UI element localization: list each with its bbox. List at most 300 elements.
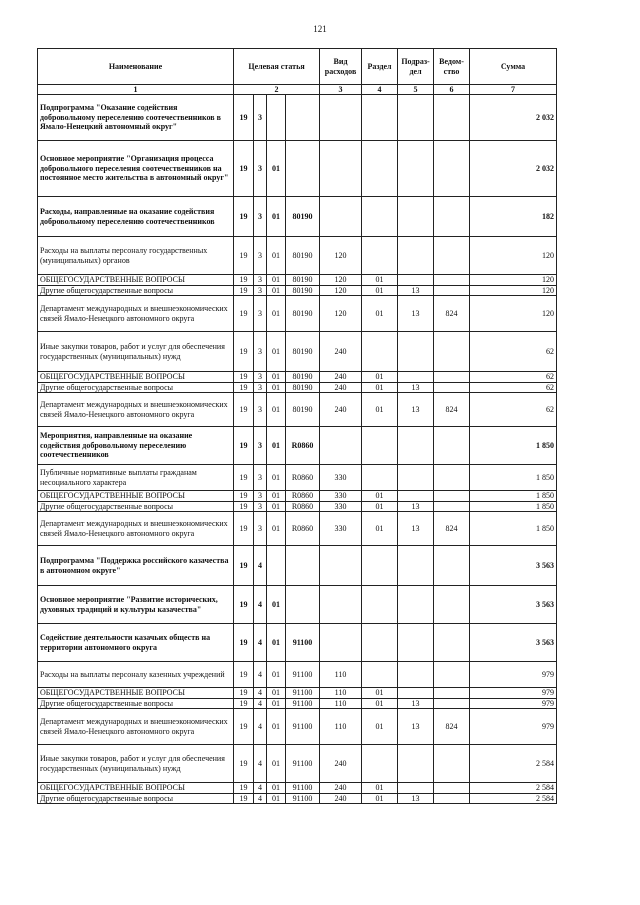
section-cell: 01 [362, 793, 398, 804]
target-code-cell: 01 [267, 709, 286, 745]
row-name-cell: ОБЩЕГОСУДАРСТВЕННЫЕ ВОПРОСЫ [38, 783, 234, 794]
sum-cell: 2 032 [470, 95, 557, 141]
target-code-cell: 3 [254, 393, 267, 427]
section-cell: 01 [362, 491, 398, 502]
sum-cell: 1 850 [470, 512, 557, 546]
expense-type-cell: 330 [320, 465, 362, 491]
expense-type-cell: 240 [320, 382, 362, 393]
target-code-cell: 19 [234, 698, 254, 709]
section-cell [362, 546, 398, 586]
subsection-cell [398, 332, 434, 372]
sum-cell: 979 [470, 662, 557, 688]
target-code-cell: 01 [267, 624, 286, 662]
target-code-cell: 19 [234, 586, 254, 624]
row-name-cell: Расходы на выплаты персоналу казенных учреждений [38, 662, 234, 688]
target-code-cell: 01 [267, 465, 286, 491]
sum-cell: 62 [470, 372, 557, 383]
target-code-cell: 4 [254, 624, 267, 662]
table-row [38, 332, 557, 372]
target-code-cell: 01 [267, 793, 286, 804]
section-cell [362, 662, 398, 688]
target-code-cell: 19 [234, 709, 254, 745]
target-code-cell: R0860 [286, 512, 320, 546]
row-name-cell: Другие общегосударственные вопросы [38, 382, 234, 393]
sum-cell: 979 [470, 698, 557, 709]
subsection-cell: 13 [398, 793, 434, 804]
target-code-cell: 80190 [286, 237, 320, 275]
subsection-cell [398, 237, 434, 275]
table-row [38, 586, 557, 624]
subsection-cell: 13 [398, 709, 434, 745]
row-name-cell: Департамент международных и внешнеэкономических связей Ямало-Ненецкого автономного округа [38, 393, 234, 427]
subsection-cell: 13 [398, 382, 434, 393]
section-cell: 01 [362, 296, 398, 332]
table-row [38, 465, 557, 491]
row-name-cell: Другие общегосударственные вопросы [38, 501, 234, 512]
department-cell: 824 [434, 512, 470, 546]
section-cell [362, 586, 398, 624]
table-row [38, 662, 557, 688]
index-cell: 4 [362, 85, 398, 95]
row-name-cell: Департамент международных и внешнеэкономических связей Ямало-Ненецкого автономного округа [38, 709, 234, 745]
target-code-cell: 01 [267, 501, 286, 512]
target-code-cell: 01 [267, 332, 286, 372]
subsection-cell: 13 [398, 512, 434, 546]
target-code-cell: 80190 [286, 275, 320, 286]
target-code-cell: 91100 [286, 662, 320, 688]
row-name-cell: Другие общегосударственные вопросы [38, 698, 234, 709]
row-name-cell: ОБЩЕГОСУДАРСТВЕННЫЕ ВОПРОСЫ [38, 491, 234, 502]
target-code-cell: 4 [254, 745, 267, 783]
target-code-cell: 01 [267, 586, 286, 624]
subsection-cell [398, 372, 434, 383]
target-code-cell: 4 [254, 783, 267, 794]
target-code-cell: 19 [234, 624, 254, 662]
target-code-cell: 01 [267, 141, 286, 197]
sum-cell: 62 [470, 382, 557, 393]
sum-cell: 2 584 [470, 793, 557, 804]
target-code-cell: 4 [254, 793, 267, 804]
target-code-cell: 01 [267, 491, 286, 502]
sum-cell: 3 563 [470, 546, 557, 586]
sum-cell: 120 [470, 237, 557, 275]
section-cell [362, 465, 398, 491]
row-name-cell: Публичные нормативные выплаты гражданам несоциального характера [38, 465, 234, 491]
subsection-cell [398, 688, 434, 699]
row-name-cell: Подпрограмма "Поддержка российского казачества в автономном округе" [38, 546, 234, 586]
target-code-cell: 19 [234, 332, 254, 372]
target-code-cell: 01 [267, 285, 286, 296]
section-cell: 01 [362, 372, 398, 383]
expense-type-cell: 120 [320, 237, 362, 275]
section-cell [362, 624, 398, 662]
department-cell [434, 793, 470, 804]
expense-type-cell: 240 [320, 332, 362, 372]
expense-type-cell: 120 [320, 296, 362, 332]
target-code-cell: 19 [234, 296, 254, 332]
department-cell [434, 465, 470, 491]
expense-type-cell [320, 624, 362, 662]
section-cell [362, 95, 398, 141]
table-row [38, 512, 557, 546]
target-code-cell: 01 [267, 382, 286, 393]
row-name-cell: Департамент международных и внешнеэкономических связей Ямало-Ненецкого автономного округа [38, 296, 234, 332]
department-cell [434, 662, 470, 688]
row-name-cell: Иные закупки товаров, работ и услуг для обеспечения государственных (муниципальных) нужд [38, 745, 234, 783]
section-cell: 01 [362, 501, 398, 512]
index-row [38, 85, 557, 95]
index-cell: 3 [320, 85, 362, 95]
target-code-cell: 19 [234, 546, 254, 586]
row-name-cell: Иные закупки товаров, работ и услуг для обеспечения государственных (муниципальных) нужд [38, 332, 234, 372]
header-target: Целевая статья [234, 49, 320, 85]
table-row [38, 783, 557, 794]
subsection-cell [398, 624, 434, 662]
index-cell: 5 [398, 85, 434, 95]
target-code-cell: 01 [267, 275, 286, 286]
header-subsection: Подраз-дел [398, 49, 434, 85]
expense-type-cell [320, 141, 362, 197]
header-section: Раздел [362, 49, 398, 85]
section-cell: 01 [362, 698, 398, 709]
target-code-cell: 19 [234, 141, 254, 197]
department-cell [434, 698, 470, 709]
sum-cell: 979 [470, 709, 557, 745]
department-cell [434, 427, 470, 465]
target-code-cell: 3 [254, 427, 267, 465]
target-code-cell: 01 [267, 745, 286, 783]
section-cell: 01 [362, 512, 398, 546]
target-code-cell: 19 [234, 688, 254, 699]
subsection-cell [398, 141, 434, 197]
sum-cell: 120 [470, 285, 557, 296]
target-code-cell: 01 [267, 296, 286, 332]
expense-type-cell: 330 [320, 512, 362, 546]
subsection-cell: 13 [398, 296, 434, 332]
section-cell: 01 [362, 709, 398, 745]
index-cell: 7 [470, 85, 557, 95]
target-code-cell: 91100 [286, 688, 320, 699]
table-row [38, 372, 557, 383]
section-cell [362, 141, 398, 197]
section-cell [362, 332, 398, 372]
budget-table [37, 48, 557, 804]
target-code-cell: 01 [267, 688, 286, 699]
target-code-cell: 3 [254, 95, 267, 141]
target-code-cell: 3 [254, 237, 267, 275]
expense-type-cell: 240 [320, 793, 362, 804]
expense-type-cell [320, 546, 362, 586]
target-code-cell: 19 [234, 285, 254, 296]
target-code-cell: 19 [234, 382, 254, 393]
target-code-cell: 3 [254, 501, 267, 512]
target-code-cell: 19 [234, 237, 254, 275]
subsection-cell [398, 275, 434, 286]
section-cell [362, 197, 398, 237]
table-row [38, 793, 557, 804]
department-cell: 824 [434, 296, 470, 332]
target-code-cell: 80190 [286, 382, 320, 393]
expense-type-cell: 240 [320, 783, 362, 794]
target-code-cell: 3 [254, 382, 267, 393]
subsection-cell [398, 465, 434, 491]
department-cell [434, 197, 470, 237]
index-cell: 6 [434, 85, 470, 95]
table-row [38, 141, 557, 197]
header-department: Ведом-ство [434, 49, 470, 85]
target-code-cell: 4 [254, 662, 267, 688]
header-sum: Сумма [470, 49, 557, 85]
target-code-cell: 01 [267, 393, 286, 427]
target-code-cell: 19 [234, 512, 254, 546]
sum-cell: 2 584 [470, 745, 557, 783]
section-cell [362, 237, 398, 275]
sum-cell: 3 563 [470, 624, 557, 662]
target-code-cell: 19 [234, 491, 254, 502]
section-cell [362, 745, 398, 783]
sum-cell: 1 850 [470, 491, 557, 502]
target-code-cell: 3 [254, 372, 267, 383]
target-code-cell: 19 [234, 662, 254, 688]
target-code-cell: 01 [267, 197, 286, 237]
target-code-cell: 91100 [286, 698, 320, 709]
subsection-cell [398, 546, 434, 586]
expense-type-cell [320, 427, 362, 465]
section-cell: 01 [362, 688, 398, 699]
row-name-cell: Расходы, направленные на оказание содействия добровольному переселению соотечественников [38, 197, 234, 237]
department-cell [434, 501, 470, 512]
sum-cell: 2 032 [470, 141, 557, 197]
sum-cell: 2 584 [470, 783, 557, 794]
row-name-cell: Другие общегосударственные вопросы [38, 793, 234, 804]
target-code-cell [267, 95, 286, 141]
sum-cell: 1 850 [470, 501, 557, 512]
header-name: Наименование [38, 49, 234, 85]
target-code-cell: 19 [234, 783, 254, 794]
row-name-cell: Содействие деятельности казачьих обществ на территории автономного округа [38, 624, 234, 662]
table-row [38, 491, 557, 502]
target-code-cell: 91100 [286, 793, 320, 804]
target-code-cell: 3 [254, 491, 267, 502]
target-code-cell: R0860 [286, 427, 320, 465]
target-code-cell: 3 [254, 141, 267, 197]
subsection-cell [398, 745, 434, 783]
department-cell [434, 285, 470, 296]
target-code-cell [286, 95, 320, 141]
table-row [38, 237, 557, 275]
row-name-cell: Департамент международных и внешнеэкономических связей Ямало-Ненецкого автономного округа [38, 512, 234, 546]
subsection-cell [398, 586, 434, 624]
target-code-cell: R0860 [286, 491, 320, 502]
sum-cell: 120 [470, 296, 557, 332]
target-code-cell [286, 586, 320, 624]
row-name-cell: Подпрограмма "Оказание содействия добровольному переселению соотечественников в Ямало-Ненецкий автономный округ" [38, 95, 234, 141]
sum-cell: 182 [470, 197, 557, 237]
subsection-cell [398, 491, 434, 502]
table-row [38, 393, 557, 427]
section-cell: 01 [362, 393, 398, 427]
section-cell: 01 [362, 285, 398, 296]
row-name-cell: Мероприятия, направленные на оказание содействия добровольному переселению соотечественников [38, 427, 234, 465]
target-code-cell: 91100 [286, 624, 320, 662]
target-code-cell: 3 [254, 296, 267, 332]
target-code-cell: 80190 [286, 197, 320, 237]
section-cell: 01 [362, 382, 398, 393]
expense-type-cell: 240 [320, 745, 362, 783]
row-name-cell: Основное мероприятие "Организация процесса добровольного переселения соотечественников на постоянное место жительства в автономный округ" [38, 141, 234, 197]
target-code-cell: 3 [254, 465, 267, 491]
target-code-cell: 4 [254, 688, 267, 699]
sum-cell: 62 [470, 332, 557, 372]
target-code-cell: 01 [267, 698, 286, 709]
target-code-cell: 80190 [286, 285, 320, 296]
table-row [38, 275, 557, 286]
target-code-cell: 01 [267, 662, 286, 688]
subsection-cell: 13 [398, 393, 434, 427]
department-cell: 824 [434, 393, 470, 427]
department-cell [434, 688, 470, 699]
table-row [38, 546, 557, 586]
target-code-cell: 19 [234, 393, 254, 427]
index-cell: 2 [234, 85, 320, 95]
page-number: 121 [313, 24, 327, 34]
expense-type-cell: 110 [320, 709, 362, 745]
department-cell [434, 491, 470, 502]
subsection-cell: 13 [398, 698, 434, 709]
row-name-cell: ОБЩЕГОСУДАРСТВЕННЫЕ ВОПРОСЫ [38, 372, 234, 383]
target-code-cell: 91100 [286, 745, 320, 783]
table-row [38, 382, 557, 393]
row-name-cell: ОБЩЕГОСУДАРСТВЕННЫЕ ВОПРОСЫ [38, 275, 234, 286]
target-code-cell: 19 [234, 501, 254, 512]
row-name-cell: Расходы на выплаты персоналу государственных (муниципальных) органов [38, 237, 234, 275]
table-row [38, 296, 557, 332]
target-code-cell: 01 [267, 783, 286, 794]
target-code-cell: 4 [254, 709, 267, 745]
table-row [38, 95, 557, 141]
expense-type-cell [320, 95, 362, 141]
table-row [38, 624, 557, 662]
table-row [38, 745, 557, 783]
target-code-cell: 4 [254, 546, 267, 586]
table-row [38, 501, 557, 512]
sum-cell: 1 850 [470, 465, 557, 491]
table-row [38, 688, 557, 699]
target-code-cell: 19 [234, 372, 254, 383]
row-name-cell: Другие общегосударственные вопросы [38, 285, 234, 296]
row-name-cell: Основное мероприятие "Развитие исторических, духовных традиций и культуры казачества" [38, 586, 234, 624]
subsection-cell [398, 662, 434, 688]
target-code-cell: 01 [267, 427, 286, 465]
target-code-cell: 91100 [286, 709, 320, 745]
target-code-cell: 19 [234, 793, 254, 804]
subsection-cell [398, 783, 434, 794]
expense-type-cell: 240 [320, 372, 362, 383]
sum-cell: 979 [470, 688, 557, 699]
department-cell [434, 783, 470, 794]
header-expense-type: Вид расходов [320, 49, 362, 85]
section-cell: 01 [362, 783, 398, 794]
target-code-cell: 01 [267, 512, 286, 546]
table-row [38, 427, 557, 465]
sum-cell: 62 [470, 393, 557, 427]
department-cell [434, 372, 470, 383]
row-name-cell: ОБЩЕГОСУДАРСТВЕННЫЕ ВОПРОСЫ [38, 688, 234, 699]
table-row [38, 709, 557, 745]
expense-type-cell: 330 [320, 491, 362, 502]
section-cell [362, 427, 398, 465]
target-code-cell: 80190 [286, 393, 320, 427]
table-row [38, 698, 557, 709]
target-code-cell: 01 [267, 372, 286, 383]
target-code-cell: 01 [267, 237, 286, 275]
sum-cell: 120 [470, 275, 557, 286]
target-code-cell: 3 [254, 275, 267, 286]
expense-type-cell: 120 [320, 275, 362, 286]
department-cell [434, 141, 470, 197]
target-code-cell: 19 [234, 275, 254, 286]
expense-type-cell: 110 [320, 698, 362, 709]
target-code-cell: R0860 [286, 501, 320, 512]
expense-type-cell: 120 [320, 285, 362, 296]
target-code-cell: 3 [254, 512, 267, 546]
target-code-cell: 91100 [286, 783, 320, 794]
target-code-cell: R0860 [286, 465, 320, 491]
target-code-cell: 3 [254, 197, 267, 237]
target-code-cell: 3 [254, 332, 267, 372]
target-code-cell: 80190 [286, 296, 320, 332]
target-code-cell: 19 [234, 745, 254, 783]
target-code-cell: 80190 [286, 332, 320, 372]
expense-type-cell: 110 [320, 688, 362, 699]
target-code-cell: 4 [254, 586, 267, 624]
expense-type-cell: 240 [320, 393, 362, 427]
sum-cell: 3 563 [470, 586, 557, 624]
subsection-cell: 13 [398, 501, 434, 512]
header-row [38, 49, 557, 85]
target-code-cell: 19 [234, 427, 254, 465]
department-cell [434, 237, 470, 275]
target-code-cell: 4 [254, 698, 267, 709]
department-cell [434, 332, 470, 372]
department-cell [434, 586, 470, 624]
target-code-cell: 3 [254, 285, 267, 296]
subsection-cell: 13 [398, 285, 434, 296]
expense-type-cell: 110 [320, 662, 362, 688]
table-row [38, 197, 557, 237]
department-cell [434, 745, 470, 783]
subsection-cell [398, 427, 434, 465]
department-cell: 824 [434, 709, 470, 745]
department-cell [434, 95, 470, 141]
subsection-cell [398, 95, 434, 141]
index-cell: 1 [38, 85, 234, 95]
target-code-cell [286, 141, 320, 197]
table-row [38, 285, 557, 296]
expense-type-cell: 330 [320, 501, 362, 512]
expense-type-cell [320, 586, 362, 624]
department-cell [434, 382, 470, 393]
sum-cell: 1 850 [470, 427, 557, 465]
subsection-cell [398, 197, 434, 237]
expense-type-cell [320, 197, 362, 237]
target-code-cell: 19 [234, 95, 254, 141]
department-cell [434, 624, 470, 662]
target-code-cell [286, 546, 320, 586]
target-code-cell [267, 546, 286, 586]
department-cell [434, 275, 470, 286]
section-cell: 01 [362, 275, 398, 286]
